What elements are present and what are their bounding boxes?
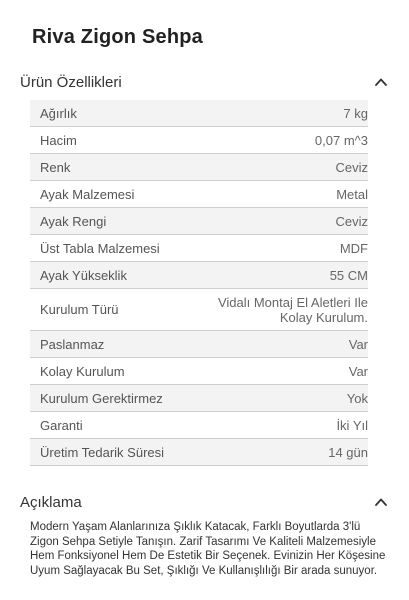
spec-key: Üst Tabla Malzemesi: [40, 240, 160, 256]
spec-row-lead-time: [30, 439, 368, 466]
specs-section-header[interactable]: [20, 70, 390, 94]
spec-row-stainless: [30, 331, 368, 358]
spec-row-color: [30, 154, 368, 181]
spec-key: Üretim Tedarik Süresi: [40, 444, 165, 460]
spec-value-line: Kolay Kurulum.: [279, 309, 368, 325]
specs-section-label: Ürün Özellikleri: [20, 73, 122, 91]
spec-value: 14 gün: [328, 444, 368, 460]
spec-key: Garanti: [40, 417, 83, 433]
spec-key: Paslanmaz: [40, 336, 105, 352]
spec-value: İki Yıl: [336, 417, 368, 433]
chevron-up-icon[interactable]: [372, 73, 390, 91]
description-section-header[interactable]: [20, 490, 390, 514]
chevron-up-icon[interactable]: [372, 493, 390, 511]
spec-value: Yok: [346, 390, 368, 406]
spec-key: Kurulum Türü: [40, 302, 119, 317]
spec-key: Hacim: [40, 132, 77, 148]
spec-value: Metal: [336, 186, 368, 202]
description-text: Modern Yaşam Alanlarınıza Şıklık Katacak, Farklı Boyutlarda 3'lü Zigon Sehpa Setiyle Tanışın. Zarif Tasarımı Ve Kaliteli Malzemesiyle Hem Fonksiyonel Hem De Estetik Bir Seçenek. Evinizin Her Köşesine Uyum Sağlayacak Bu Set, Şıklığı Ve Kullanışlılığı Bir arada sunuyor.: [30, 521, 386, 577]
spec-value: Ceviz: [335, 213, 368, 229]
spec-value: Ceviz: [335, 159, 368, 175]
spec-row-easy-install: [30, 358, 368, 385]
spec-key: Kolay Kurulum: [40, 363, 125, 379]
spec-key: Ayak Malzemesi: [40, 186, 135, 202]
spec-value: 7 kg: [343, 105, 368, 121]
spec-row-leg-material: [30, 181, 368, 208]
spec-row-warranty: [30, 412, 368, 439]
spec-value: [218, 295, 368, 325]
spec-row-top-material: [30, 235, 368, 262]
spec-key: Ayak Yükseklik: [40, 267, 127, 283]
spec-key: Ağırlık: [40, 105, 77, 121]
product-title: Riva Zigon Sehpa: [32, 26, 204, 48]
spec-value: 55 CM: [329, 267, 368, 283]
spec-value: 0,07 m^3: [314, 132, 368, 148]
spec-value: MDF: [339, 240, 368, 256]
spec-key: Ayak Rengi: [40, 213, 107, 229]
spec-row-weight: [30, 100, 368, 127]
spec-row-volume: [30, 127, 368, 154]
spec-table: [30, 100, 368, 466]
spec-value-line: Vidalı Montaj El Aletleri Ile: [217, 294, 368, 310]
spec-row-leg-color: [30, 208, 368, 235]
spec-value: Var: [348, 336, 368, 352]
spec-row-installation-type: [30, 289, 368, 331]
spec-key: Kurulum Gerektirmez: [40, 390, 163, 406]
spec-row-no-install: [30, 385, 368, 412]
spec-row-leg-height: [30, 262, 368, 289]
description-section-label: Açıklama: [20, 493, 82, 511]
spec-key: Renk: [40, 159, 71, 175]
spec-value: Var: [348, 363, 368, 379]
